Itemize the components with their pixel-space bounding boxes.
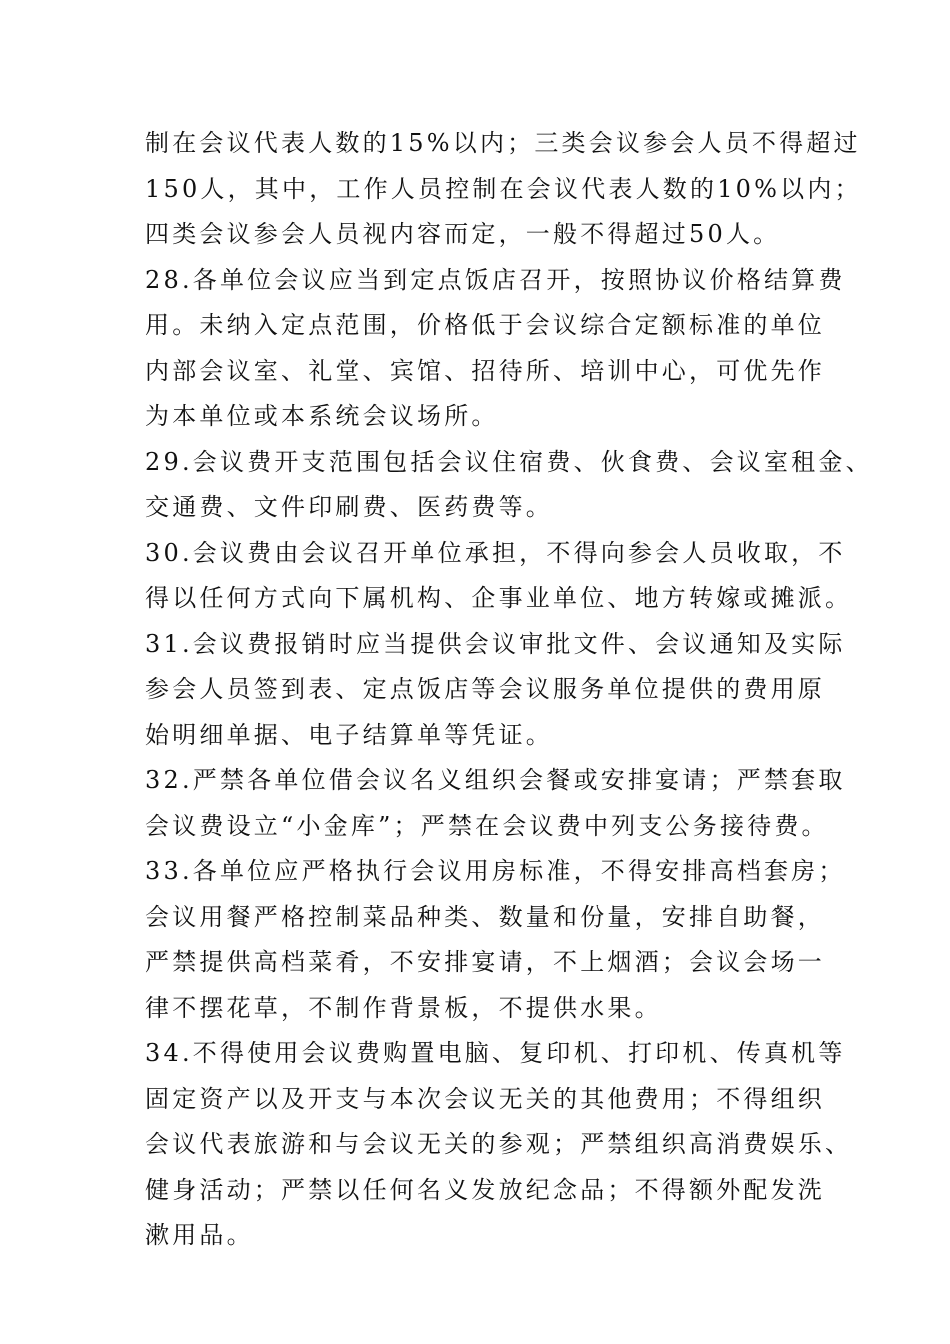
text-line: 得以任何方式向下属机构、企事业单位、地方转嫁或摊派。 [145, 584, 853, 612]
text-line: 为本单位或本系统会议场所。 [145, 402, 499, 430]
text-line: 31.会议费报销时应当提供会议审批文件、会议通知及实际 [145, 629, 846, 658]
text-line: 漱用品。 [145, 1221, 254, 1249]
text-line: 固定资产以及开支与本次会议无关的其他费用；不得组织 [145, 1084, 825, 1113]
text-line: 交通费、文件印刷费、医药费等。 [145, 493, 553, 521]
text-line: 29.会议费开支范围包括会议住宿费、伙食费、会议室租金、 [145, 447, 873, 476]
document-body [145, 121, 873, 1259]
text-line: 会议用餐严格控制菜品种类、数量和份量，安排自助餐， [145, 902, 825, 931]
text-line: 参会人员签到表、定点饭店等会议服务单位提供的费用原 [145, 675, 825, 703]
text-line: 33.各单位应严格执行会议用房标准，不得安排高档套房； [145, 857, 846, 885]
text-line: 严禁提供高档菜肴，不安排宴请，不上烟酒；会议会场一 [145, 948, 825, 976]
text-line: 制在会议代表人数的15%以内；三类会议参会人员不得超过 [145, 129, 861, 157]
text-line: 律不摆花草，不制作背景板，不提供水果。 [145, 993, 662, 1022]
text-line: 150人，其中，工作人员控制在会议代表人数的10%以内； [145, 174, 862, 203]
text-line: 32.严禁各单位借会议名义组织会餐或安排宴请；严禁套取 [145, 766, 846, 794]
text-line: 会议代表旅游和与会议无关的参观；严禁组织高消费娱乐、 [145, 1130, 853, 1158]
text-line: 用。未纳入定点范围，价格低于会议综合定额标准的单位 [145, 311, 825, 339]
text-line: 四类会议参会人员视内容而定，一般不得超过50人。 [145, 220, 781, 248]
text-line: 会议费设立“小金库”；严禁在会议费中列支公务接待费。 [145, 811, 829, 840]
text-line: 内部会议室、礼堂、宾馆、招待所、培训中心，可优先作 [145, 356, 825, 385]
text-line: 始明细单据、电子结算单等凭证。 [145, 720, 553, 749]
text-line: 30.会议费由会议召开单位承担，不得向参会人员收取，不 [145, 538, 846, 567]
text-line: 28.各单位会议应当到定点饭店召开，按照协议价格结算费 [145, 265, 846, 294]
text-line: 健身活动；严禁以任何名义发放纪念品；不得额外配发洗 [145, 1175, 825, 1204]
text-line: 34.不得使用会议费购置电脑、复印机、打印机、传真机等 [145, 1039, 846, 1067]
